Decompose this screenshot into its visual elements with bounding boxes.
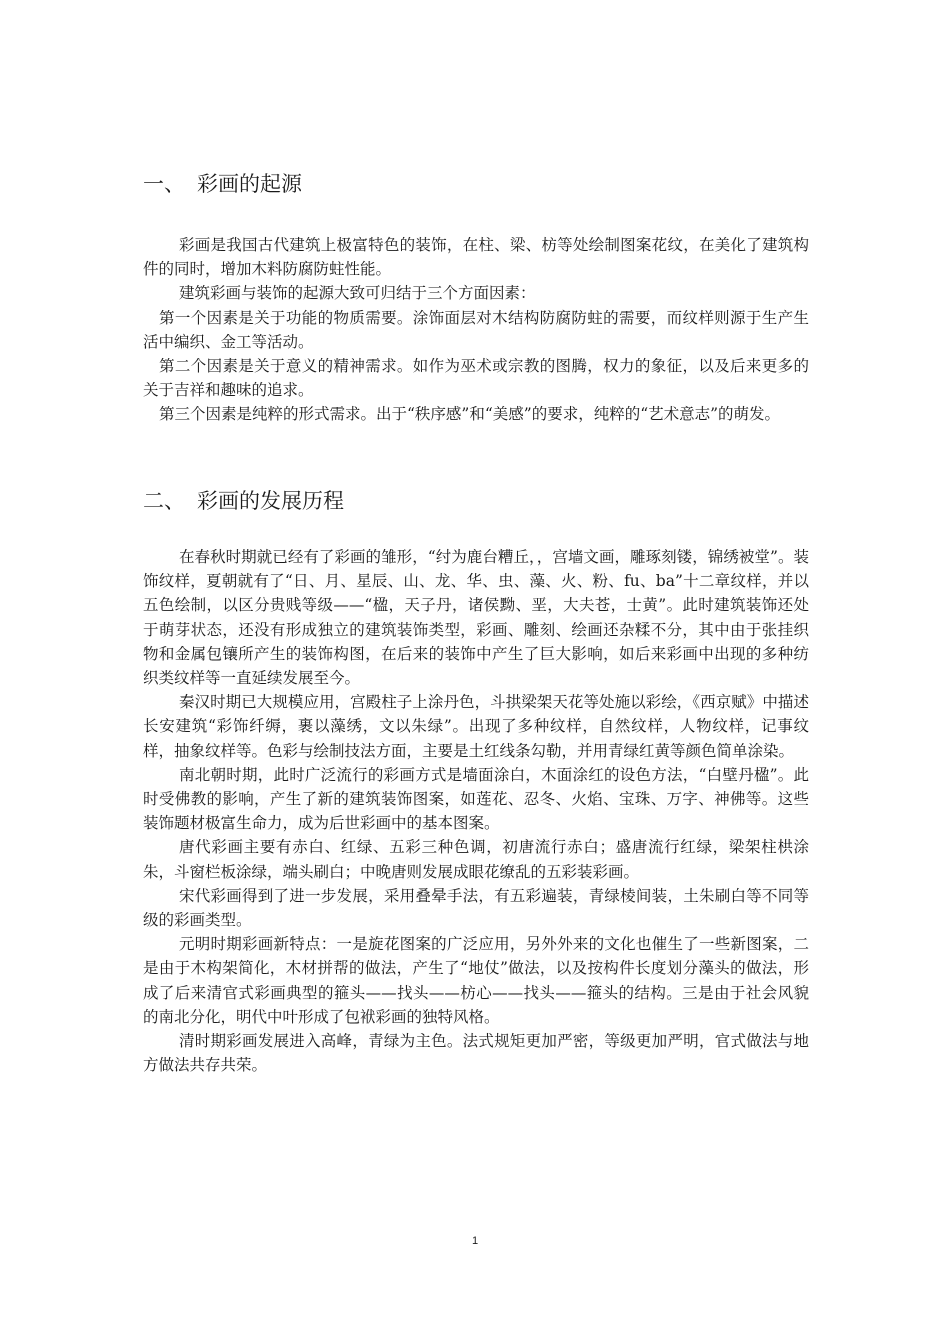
section1-paragraph: 第二个因素是关于意义的精神需求。如作为巫术或宗教的图腾，权力的象征，以及后来更多的关于吉祥和趣味的追求。 <box>143 357 809 400</box>
section1-paragraph: 建筑彩画与装饰的起源大致可归结于三个方面因素： <box>179 284 536 303</box>
section2-title: 彩画的发展历程 <box>197 489 344 513</box>
page-number: 1 <box>471 1235 479 1247</box>
section2-number: 二、 <box>143 489 185 513</box>
section1-paragraph: 彩画是我国古代建筑上极富特色的装饰，在柱、梁、枋等处绘制图案花纹，在美化了建筑构件的同时，增加木料防腐防蛀性能。 <box>143 236 809 279</box>
section2-paragraph: 宋代彩画得到了进一步发展，采用叠晕手法，有五彩遍装，青绿棱间装，土朱刷白等不同等级的彩画类型。 <box>143 886 809 930</box>
section1-heading <box>143 168 302 198</box>
section1-number: 一、 <box>143 172 185 196</box>
section1-body <box>143 233 809 427</box>
section1-paragraph: 第一个因素是关于功能的物质需要。涂饰面层对木结构防腐防蛀的需要，而纹样则源于生产生活中编织、金工等活动。 <box>143 308 809 351</box>
section2-body <box>143 545 809 1077</box>
section2-paragraph: 清时期彩画发展进入高峰，青绿为主色。法式规矩更加严密，等级更加严明，官式做法与地方做法共存共荣。 <box>143 1032 809 1075</box>
section2-paragraph: 秦汉时期已大规模应用，宫殿柱子上涂丹色，斗拱梁架天花等处施以彩绘，《西京赋》中描述长安建筑“彩饰纤缛，裹以藻绣，文以朱绿”。出现了多种纹样，自然纹样，人物纹样，记事纹样，抽象纹样等。色彩与绘制技法方面，主要是土红线条勾勒，并用青绿红黄等颜色简单涂染。 <box>143 693 809 760</box>
section2-paragraph: 唐代彩画主要有赤白、红绿、五彩三种色调，初唐流行赤白；盛唐流行红绿，梁架柱栱涂朱，斗窗栏板涂绿，端头刷白；中晚唐则发展成眼花缭乱的五彩装彩画。 <box>143 838 809 881</box>
section2-paragraph: 南北朝时期，此时广泛流行的彩画方式是墙面涂白，木面涂红的设色方法，“白壁丹楹”。此时受佛教的影响，产生了新的建筑装饰图案，如莲花、忍冬、火焰、宝珠、万字、神佛等。这些装饰题材极富生命力，成为后世彩画中的基本图案。 <box>143 765 809 833</box>
section1-paragraph: 第三个因素是纯粹的形式需求。出于“秩序感”和“美感”的要求，纯粹的“艺术意志”的萌发。 <box>159 405 781 424</box>
section2-paragraph: 元明时期彩画新特点：一是旋花图案的广泛应用，另外外来的文化也催生了一些新图案，二是由于木构架简化，木材拼帮的做法，产生了“地仗”做法，以及按构件长度划分藻头的做法，形成了后来清官式彩画典型的箍头——找头——枋心——找头——箍头的结构。三是由于社会风貌的南北分化，明代中叶形成了包袱彩画的独特风格。 <box>143 935 809 1026</box>
section1-title: 彩画的起源 <box>197 172 302 196</box>
section2-paragraph: 在春秋时期就已经有了彩画的雏形，“纣为鹿台糟丘，，宫墙文画，雕琢刻镂，锦绣被堂”。装饰纹样，夏朝就有了“日、月、星辰、山、龙、华、虫、藻、火、粉、fu、ba”十二章纹样，并以五色绘制，以区分贵贱等级——“楹，天子丹，诸侯黝、垩，大夫苍，士黄”。此时建筑装饰还处于萌芽状态，还没有形成独立的建筑装饰类型，彩画、雕刻、绘画还杂糅不分，其中由于张挂织物和金属包镶所产生的装饰构图，在后来的装饰中产生了巨大影响，如后来彩画中出现的多种纺织类纹样等一直延续发展至今。 <box>143 548 809 688</box>
section2-heading <box>143 485 344 515</box>
